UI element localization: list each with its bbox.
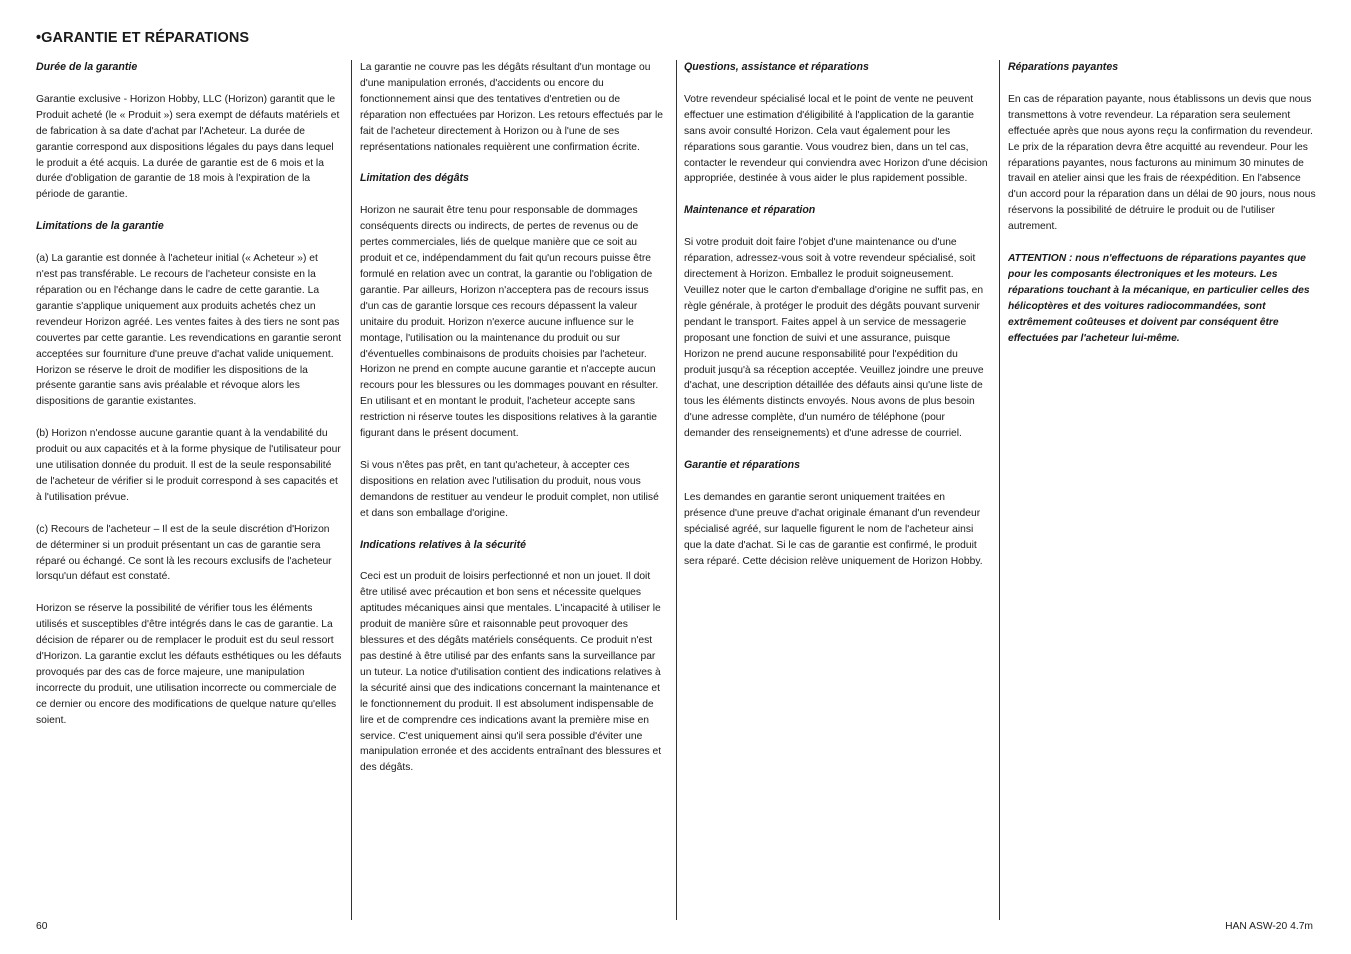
section-heading: Durée de la garantie [36, 61, 138, 73]
section-heading: Garantie et réparations [684, 459, 800, 472]
attention-note: ATTENTION : nous n'effectuons de réparations payantes que pour les composants électroniques et les moteurs. Les réparations touchant à la mécanique, en particulier celles des hélicoptères et des voitures radiocommandées, sont extrêmement coûteuses et doivent par conséquent être effectuées par l'acheteur lui-même. [1008, 253, 1310, 344]
section-heading: Questions, assistance et réparations [684, 61, 869, 73]
paragraph: Horizon se réserve la possibilité de vérifier tous les éléments utilisés et susceptibles d'être intégrés dans le cas de garantie. La décision de réparer ou de remplacer le produit est du seul ressort d'Horizon. La garantie exclut les défauts esthétiques ou les défauts provoqués par des cas de force majeure, une manipulation incorrecte du produit, une utilisation incorrecte ou commerciale de ce dernier ou encore des modifications de quelque nature qu'elles soient. [36, 603, 342, 726]
section-heading: Maintenance et réparation [684, 204, 816, 217]
paragraph: Votre revendeur spécialisé local et le point de vente ne peuvent effectuer une estimation d'éligibilité à l'application de la garantie sans avoir consulté Horizon. Cela vaut également pour les réparations sous garantie. Vous voudrez bien, dans un tel cas, contacter le revendeur qui conviendra avec Horizon d'une décision appropriée, destinée à vous aider le plus rapidement possible. [684, 93, 988, 185]
section-heading: Limitations de la garantie [36, 220, 164, 233]
column-divider [999, 60, 1000, 920]
column-4 [1008, 60, 1316, 920]
page-number: 60 [36, 921, 48, 932]
paragraph: (c) Recours de l'acheteur – Il est de la seule discrétion d'Horizon de déterminer si un produit présentant un cas de garantie sera réparé ou échangé. Ce sont là les recours exclusifs de l'acheteur lorsqu'un défaut est constaté. [36, 523, 332, 583]
page-title: •GARANTIE ET RÉPARATIONS [36, 30, 250, 46]
paragraph: La garantie ne couvre pas les dégâts résultant d'un montage ou d'une manipulation erronés, d'accidents ou encore du fonctionnement ainsi que des tentatives d'entretien ou de réparation non effectuées par Horizon. Les retours effectués par le fait de l'acheteur directement à Horizon ou à l'une de ses représentations nationales requièrent une confirmation écrite. [360, 62, 663, 153]
section-heading: Indications relatives à la sécurité [360, 538, 527, 551]
column-2 [360, 60, 668, 920]
section-heading: Limitation des dégâts [360, 172, 469, 185]
column-1 [36, 60, 342, 920]
column-divider [351, 60, 352, 920]
section-heading: Réparations payantes [1008, 61, 1119, 73]
model-name: HAN ASW-20 4.7m [1225, 921, 1313, 932]
paragraph: (a) La garantie est donnée à l'acheteur initial (« Acheteur ») et n'est pas transférable. Le recours de l'acheteur consiste en la réparation ou en l'échange dans le cadre de cette garantie. La garantie s'applique uniquement aux produits achetés chez un revendeur Horizon agréé. Les ventes faites à des tiers ne sont pas couvertes par cette garantie. Les revendications en garantie seront acceptées sur fourniture d'une preuve d'achat valide uniquement. Horizon se réserve le droit de modifier les dispositions de la présente garantie sans avis préalable et révoque alors les dispositions de garantie existantes. [36, 253, 342, 408]
column-divider [676, 60, 677, 920]
paragraph: Ceci est un produit de loisirs perfectionné et non un jouet. Il doit être utilisé avec précaution et bon sens et nécessite quelques aptitudes mécaniques ainsi que mentales. L'incapacité à utiliser le produit de manière sûre et raisonnable peut provoquer des blessures et des dégâts matériels conséquents. Ce produit n'est pas destiné à être utilisé par des enfants sans la surveillance par un tuteur. La notice d'utilisation contient des indications relatives à la sécurité ainsi que des indications concernant la maintenance et le fonctionnement du produit. Il est absolument indispensable de lire et de comprendre ces indications avant la première mise en service. C'est uniquement ainsi qu'il sera possible d'éviter une manipulation erronée et des accidents entraînant des blessures et des dégâts. [360, 571, 662, 774]
paragraph: Horizon ne saurait être tenu pour responsable de dommages conséquents directs ou indirects, de pertes de revenus ou de pertes commerciales, liés de quelque manière que ce soit au produit et ce, indépendamment du fait qu'un recours puisse être formulé en relation avec un contrat, la garantie ou l'obligation de garantie. Par ailleurs, Horizon n'acceptera pas de recours issus d'un cas de garantie lorsque ces recours dépassent la valeur unitaire du produit. Horizon n'exerce aucune influence sur le montage, l'utilisation ou la maintenance du produit ou sur d'éventuelles combinaisons de produits choisies par l'acheteur. Horizon ne prend en compte aucune garantie et n'accepte aucun recours pour les blessures ou les dommages pouvant en résulter. En utilisant et en montant le produit, l'acheteur accepte sans restriction ni réserve toutes les dispositions relatives à la garantie figurant dans le présent document. [360, 205, 659, 440]
paragraph: Si vous n'êtes pas prêt, en tant qu'acheteur, à accepter ces dispositions en relation avec l'utilisation du produit, nous vous demandons de restituer au vendeur le produit complet, non utilisé et dans son emballage d'origine. [360, 459, 659, 519]
paragraph: (b) Horizon n'endosse aucune garantie quant à la vendabilité du produit ou aux capacités et à la forme physique de l'utilisateur pour une utilisation donnée du produit. Il est de la seule responsabilité de l'acheteur de vérifier si le produit correspond à ses capacités et à l'utilisation prévue. [36, 428, 341, 503]
paragraph: En cas de réparation payante, nous établissons un devis que nous transmettons à votre revendeur. La réparation sera seulement effectuée après que nous ayons reçu la confirmation du revendeur. Le prix de la réparation devra être acquitté au revendeur. Pour les réparations payantes, nous facturons au minimum 30 minutes de travail en atelier ainsi que les frais de réexpédition. En l'absence d'un accord pour la réparation dans un délai de 90 jours, nous nous réservons la possibilité de détruire le produit ou de l'utiliser autrement. [1008, 93, 1316, 233]
paragraph: Garantie exclusive - Horizon Hobby, LLC (Horizon) garantit que le Produit acheté (le « Produit ») sera exempt de défauts matériels et de fabrication à sa date d'achat par l'Acheteur. La durée de garantie correspond aux dispositions légales du pays dans lequel le produit a été acquis. La durée de garantie est de 6 mois et la durée d'obligation de garantie de 18 mois à l'expiration de la période de garantie. [36, 93, 340, 201]
paragraph: Si votre produit doit faire l'objet d'une maintenance ou d'une réparation, adressez-vous soit à votre revendeur spécialisé, soit directement à Horizon. Emballez le produit soigneusement. Veuillez noter que le carton d'emballage d'origine ne suffit pas, en règle générale, à protéger le produit des dégâts pouvant survenir pendant le transport. Faites appel à un service de messagerie proposant une fonction de suivi et une assurance, puisque Horizon ne prend aucune responsabilité pour l'expédition du produit jusqu'à sa réception acceptée. Veuillez joindre une preuve d'achat, une description détaillée des défauts ainsi qu'une liste de tous les éléments distincts envoyés. Nous avons de plus besoin d'une adresse complète, d'un numéro de téléphone (pour demander des renseignements) et d'une adresse de courriel. [684, 237, 984, 440]
column-3 [684, 60, 988, 920]
paragraph: Les demandes en garantie seront uniquement traitées en présence d'une preuve d'achat originale émanant d'un revendeur spécialisé agréé, sur laquelle figurent le nom de l'acheteur ainsi que la date d'achat. Si le cas de garantie est confirmé, le produit sera réparé. Cette décision relève uniquement de Horizon Hobby. [684, 491, 983, 567]
